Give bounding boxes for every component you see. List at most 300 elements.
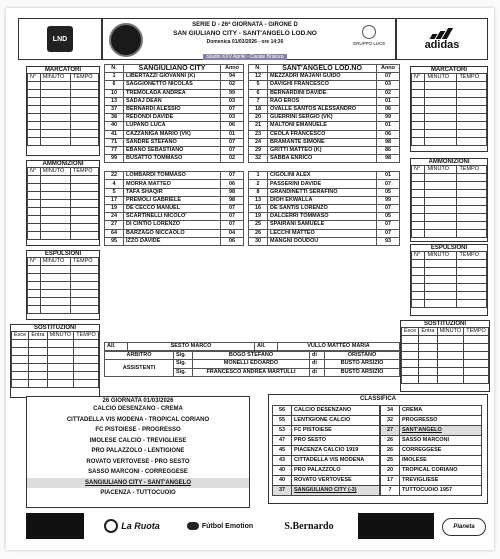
away.subs-row xyxy=(249,221,400,229)
fixture-item: PRO PALAZZOLO - LENTIGIONE xyxy=(91,448,185,454)
player-number: 37 xyxy=(105,105,124,113)
player-number: 4 xyxy=(105,180,124,188)
player-name: BERNARDINI DAVIDE xyxy=(268,89,377,97)
player-year: 94 xyxy=(221,73,244,81)
home.subs-row xyxy=(105,196,244,204)
player-name: CAZZANIGA MARIO (VK) xyxy=(124,130,221,138)
header-box xyxy=(102,18,396,60)
away.starters-row xyxy=(249,73,400,81)
player-year: 07 xyxy=(221,172,244,180)
standings-team: ROVATO VERTOVESE xyxy=(292,476,380,486)
player-name: DE SANTIS LORENZO xyxy=(268,205,377,213)
home.starters-row xyxy=(105,105,244,113)
sponsor-futbol-emotion-text: Fútbol Emotion xyxy=(201,522,254,530)
assistente1-name: MONELLI EDOARDO xyxy=(193,360,310,368)
home-coach: SESTO MARCO xyxy=(128,343,255,351)
player-number: 21 xyxy=(249,122,268,130)
right-espulsioni-table: N° MINUTO TEMPO xyxy=(411,251,487,308)
fixtures-title: 26 GIORNATA 01/03/2026 xyxy=(102,398,174,404)
standings-team: PRO SESTO xyxy=(292,436,380,446)
coaches-table xyxy=(104,342,400,351)
player-year: 07 xyxy=(377,229,400,237)
player-name: GUERRINI SERGIO (VK) xyxy=(268,114,377,122)
standings-points: 17 xyxy=(381,476,400,486)
player-number: 17 xyxy=(105,196,124,204)
player-name: MEZZADRI MAJANI GUIDO xyxy=(268,73,377,81)
home.subs-row xyxy=(105,213,244,221)
player-year: 07 xyxy=(221,105,244,113)
player-year: 06 xyxy=(221,237,244,245)
standings-row xyxy=(381,406,482,416)
player-year: 03 xyxy=(377,81,400,89)
home.subs-row xyxy=(105,221,244,229)
standings-team: CREMA xyxy=(400,406,482,416)
player-name: SABBA ENRICO xyxy=(268,155,377,163)
player-number: 23 xyxy=(249,130,268,138)
left-sostituzioni xyxy=(10,324,100,398)
left-marcatori-title: MARCATORI xyxy=(44,67,82,73)
player-number: 71 xyxy=(105,138,124,146)
player-number: 27 xyxy=(105,221,124,229)
player-number: 24 xyxy=(105,213,124,221)
gruppo-luce-logo xyxy=(349,25,389,46)
standings-points: 55 xyxy=(273,416,292,426)
standings-row xyxy=(381,456,482,466)
right-ammonizioni-title: AMMONIZIONI xyxy=(428,159,470,165)
away.subs-row xyxy=(249,188,400,196)
standings-box xyxy=(268,394,488,504)
standings-row xyxy=(273,476,380,486)
left-ammonizioni xyxy=(26,160,100,246)
away-col-anno: Anno xyxy=(377,65,400,73)
left-espulsioni xyxy=(26,250,100,320)
player-number: 30 xyxy=(249,237,268,245)
standings-points: 40 xyxy=(273,476,292,486)
standings-points: 26 xyxy=(381,446,400,456)
away.starters-row xyxy=(249,114,400,122)
standings-row xyxy=(381,436,482,446)
right-ammonizioni xyxy=(410,158,488,242)
futbol-emotion-icon xyxy=(187,522,199,530)
sponsor-pianeta-text: Pianeta xyxy=(453,524,475,530)
away.subs-row xyxy=(249,205,400,213)
player-name: DAVIGHI FRANCESCO xyxy=(268,81,377,89)
player-number: 13 xyxy=(105,97,124,105)
standings-points: 43 xyxy=(273,456,292,466)
player-year: 02 xyxy=(377,89,400,97)
player-name: PREMOLI GABRIELE xyxy=(124,196,221,204)
away-col-n: N. xyxy=(249,65,268,73)
match-sheet xyxy=(6,8,494,550)
right-marcatori-title: MARCATORI xyxy=(430,67,468,73)
player-year: 07 xyxy=(221,138,244,146)
standings-points: 32 xyxy=(381,416,400,426)
standings-row xyxy=(273,436,380,446)
away.starters-row xyxy=(249,146,400,154)
away-subs-table xyxy=(248,171,400,246)
standings-team: IMOLESE xyxy=(400,456,482,466)
player-number: 25 xyxy=(249,221,268,229)
player-name: DALCERRI TOMMASO xyxy=(268,213,377,221)
player-name: RAO EROS xyxy=(268,97,377,105)
player-number: 6 xyxy=(249,89,268,97)
standings-team: SANT'ANGELO xyxy=(400,426,482,436)
standings-row xyxy=(381,426,482,436)
lnd-logo xyxy=(47,26,73,52)
player-number: 26 xyxy=(249,229,268,237)
away-coach-label: All. xyxy=(255,343,278,351)
right-marcatori xyxy=(410,66,488,152)
right-marcatori-table: N° MINUTO TEMPO xyxy=(411,73,487,146)
player-name: MANGNI DOUDOU xyxy=(268,237,377,245)
player-number: 22 xyxy=(105,172,124,180)
sponsor-futbol-emotion xyxy=(180,513,260,539)
home.starters-row xyxy=(105,122,244,130)
away.subs-row xyxy=(249,213,400,221)
right-sostituzioni xyxy=(400,320,490,392)
wheel-icon xyxy=(104,519,118,533)
assistente1-city: BUSTO ARSIZIO xyxy=(325,360,400,368)
player-number: 19 xyxy=(249,213,268,221)
player-number: 18 xyxy=(249,105,268,113)
player-number: 99 xyxy=(105,155,124,163)
home-coach-label: All. xyxy=(105,343,128,351)
player-year: 98 xyxy=(377,138,400,146)
standings-team: PIACENZA CALCIO 1919 xyxy=(292,446,380,456)
player-name: MALTONI EMANUELE xyxy=(268,122,377,130)
player-number: 16 xyxy=(249,205,268,213)
player-name: BERNARDI ALESSIO xyxy=(124,105,221,113)
player-number: 12 xyxy=(249,73,268,81)
player-name: IZZO DAVIDE xyxy=(124,237,221,245)
header-line2: SAN GIULIANO CITY - SANT'ANGELO LOD.NO xyxy=(173,30,317,37)
player-number: 29 xyxy=(249,146,268,154)
sponsor-black-box-2 xyxy=(358,513,434,539)
player-year: 02 xyxy=(221,155,244,163)
left-sostituzioni-title: SOSTITUZIONI xyxy=(34,325,76,331)
standings-points: 53 xyxy=(273,426,292,436)
gruppo-luce-text: GRUPPO LUCE xyxy=(352,41,386,46)
player-year: 07 xyxy=(377,205,400,213)
standings-row xyxy=(381,446,482,456)
player-year: 07 xyxy=(377,180,400,188)
player-number: 40 xyxy=(105,122,124,130)
home.starters-row xyxy=(105,138,244,146)
player-year: 04 xyxy=(221,229,244,237)
arbitro-city: ORISTANO xyxy=(325,352,400,360)
standings-team: FC PISTOIESE xyxy=(292,426,380,436)
player-name: BARZAGO NICCAOLO xyxy=(124,229,221,237)
player-year: 06 xyxy=(221,122,244,130)
away.starters-row xyxy=(249,138,400,146)
player-year: 01 xyxy=(377,172,400,180)
away.starters-row xyxy=(249,81,400,89)
player-name: PASSERINI DAVIDE xyxy=(268,180,377,188)
home-roster xyxy=(104,64,244,336)
standings-team: TROPICAL CORIANO xyxy=(400,466,482,476)
home.starters-row xyxy=(105,130,244,138)
player-number: 20 xyxy=(249,114,268,122)
left-espulsioni-title: ESPULSIONI xyxy=(44,251,82,257)
away.starters-row xyxy=(249,155,400,163)
player-name: GRITTI MATTEO (K) xyxy=(268,146,377,154)
standings-team: PRO PALAZZOLO xyxy=(292,466,380,476)
adidas-stripes-icon xyxy=(431,27,453,39)
player-year: 07 xyxy=(377,73,400,81)
player-number: 24 xyxy=(249,138,268,146)
player-name: EBANO SEBASTIANO xyxy=(124,146,221,154)
away.starters-row xyxy=(249,89,400,97)
standings-team: SANGIULIANO CITY (-3) xyxy=(292,486,380,496)
player-number: 7 xyxy=(249,97,268,105)
player-name: CEOLA FRANCESCO xyxy=(268,130,377,138)
player-year: 01 xyxy=(377,122,400,130)
player-number: 6 xyxy=(105,81,124,89)
player-number: 8 xyxy=(249,188,268,196)
player-number: 38 xyxy=(105,114,124,122)
fixture-item: PIACENZA - TUTTOCUOIO xyxy=(100,490,176,496)
home-team-name: SANGIULIANO CITY xyxy=(124,65,221,73)
player-year: 93 xyxy=(377,237,400,245)
header-line3: Domenica 01/03/2026 - ore 14:30 xyxy=(206,39,284,45)
player-year: 07 xyxy=(221,213,244,221)
home-starters-table xyxy=(104,64,244,163)
player-number: 13 xyxy=(249,196,268,204)
sponsor-san-bernardo-text: S.Bernardo xyxy=(284,520,334,532)
home.subs-row xyxy=(105,205,244,213)
fixtures-box xyxy=(26,396,250,508)
lnd-logo-text: LND xyxy=(52,35,68,43)
standings-points: 20 xyxy=(381,466,400,476)
player-name: SAGGIONETTO NICOLAS xyxy=(124,81,221,89)
home.starters-row xyxy=(105,114,244,122)
player-year: 07 xyxy=(221,221,244,229)
away.subs-row xyxy=(249,229,400,237)
player-name: OVALLE SANTOS ALESSANDRO xyxy=(268,105,377,113)
player-number: 41 xyxy=(105,130,124,138)
standings-team: CORREGGESE xyxy=(400,446,482,456)
away.subs-row xyxy=(249,237,400,245)
sponsor-san-bernardo xyxy=(268,513,350,539)
fixture-item: SASSO MARCONI - CORREGGESE xyxy=(88,469,188,475)
player-year: 86 xyxy=(377,146,400,154)
player-number: 5 xyxy=(249,81,268,89)
home.starters-row xyxy=(105,81,244,89)
player-number: 2 xyxy=(249,180,268,188)
standings-team: SASSO MARCONI xyxy=(400,436,482,446)
player-name: LECCHI MATTEO xyxy=(268,229,377,237)
home.subs-row xyxy=(105,188,244,196)
home-col-anno: Anno xyxy=(221,65,244,73)
player-year: 05 xyxy=(377,188,400,196)
sponsor-la-ruota xyxy=(96,513,168,539)
standings-points: 34 xyxy=(381,406,400,416)
player-year: 06 xyxy=(377,105,400,113)
left-marcatori xyxy=(26,66,100,156)
player-name: TREMOLADA ANDREA xyxy=(124,89,221,97)
standings-points: 45 xyxy=(273,446,292,456)
standings-row xyxy=(273,456,380,466)
away.subs-row xyxy=(249,172,400,180)
player-year: 07 xyxy=(221,205,244,213)
standings-row xyxy=(381,466,482,476)
player-name: TAFA SHAQIR xyxy=(124,188,221,196)
player-number: 5 xyxy=(105,188,124,196)
standings-points: 40 xyxy=(273,466,292,476)
away.subs-row xyxy=(249,196,400,204)
player-name: DE CECCO MANUEL xyxy=(124,205,221,213)
away.starters-row xyxy=(249,97,400,105)
assistente2-city: BUSTO ARSIZIO xyxy=(325,368,400,376)
home-subs-table xyxy=(104,171,244,246)
player-name: SANDRE STEFANO xyxy=(124,138,221,146)
player-year: 98 xyxy=(221,196,244,204)
home.starters-row xyxy=(105,155,244,163)
standings-row xyxy=(381,416,482,426)
player-name: REDONDI DAVIDE xyxy=(124,114,221,122)
player-name: LOMBARDI TOMMASO xyxy=(124,172,221,180)
home-col-n: N. xyxy=(105,65,124,73)
player-number: 1 xyxy=(105,73,124,81)
away-team-name: SANT'ANGELO LOD.NO xyxy=(268,65,377,73)
right-espulsioni-title: ESPULSIONI xyxy=(430,245,468,251)
left-sostituzioni-table: Esce Entra MINUTO TEMPO xyxy=(11,331,99,388)
header-line4: Stadio XXV Aprile - Carate Brianza xyxy=(203,54,286,60)
standings-row xyxy=(273,466,380,476)
player-year: 99 xyxy=(377,114,400,122)
adidas-logo-box xyxy=(396,18,488,60)
standings-points: 47 xyxy=(273,436,292,446)
standings-team: CALCIO DESENZANO xyxy=(292,406,380,416)
player-name: DIOH EKWALLA xyxy=(268,196,377,204)
player-year: 99 xyxy=(221,89,244,97)
player-year: 99 xyxy=(377,196,400,204)
home.starters-row xyxy=(105,73,244,81)
player-name: LIBERTAZZI GIOVANNI (K) xyxy=(124,73,221,81)
header-line1: SERIE D - 26ª GIORNATA - GIRONE D xyxy=(192,22,298,28)
home.subs-row xyxy=(105,180,244,188)
player-year: 06 xyxy=(221,180,244,188)
adidas-text: adidas xyxy=(424,39,460,51)
player-year: 07 xyxy=(377,221,400,229)
standings-points: 27 xyxy=(381,426,400,436)
player-number: 19 xyxy=(105,205,124,213)
home.starters-row xyxy=(105,97,244,105)
player-year: 03 xyxy=(221,97,244,105)
fixture-item: FC PISTOIESE - PROGRESSO xyxy=(95,427,181,433)
player-number: 1 xyxy=(249,172,268,180)
standings-row xyxy=(273,406,380,416)
standings-row xyxy=(381,476,482,486)
standings-team: TUTTOCUOIO 1957 xyxy=(400,486,482,496)
left-espulsioni-table: N° MINUTO TEMPO xyxy=(27,257,99,314)
club-crest-icon xyxy=(109,23,143,57)
standings-team: PROGRESSO xyxy=(400,416,482,426)
home.subs-row xyxy=(105,229,244,237)
officials-box xyxy=(104,342,400,390)
away.starters-row xyxy=(249,130,400,138)
standings-title: CLASSIFICA xyxy=(360,396,396,402)
player-name: CIGOLINI ALEX xyxy=(268,172,377,180)
player-name: MORRA MATTEO xyxy=(124,180,221,188)
home.starters-row xyxy=(105,146,244,154)
away.starters-row xyxy=(249,105,400,113)
right-ammonizioni-table: N° MINUTO TEMPO xyxy=(411,165,487,238)
player-number: 95 xyxy=(105,237,124,245)
player-number: 32 xyxy=(249,155,268,163)
player-year: 01 xyxy=(221,130,244,138)
lnd-logo-box xyxy=(18,18,102,60)
player-name: DI CINTIO LORENZO xyxy=(124,221,221,229)
player-name: SADAJ DEAN xyxy=(124,97,221,105)
standings-right-table xyxy=(380,405,482,496)
player-year: 01 xyxy=(377,97,400,105)
arbitro-name: BOGO STEFANO xyxy=(193,352,310,360)
assistente2-name: FRANCESCO ANDREA MARTULLI xyxy=(193,368,310,376)
player-year: 98 xyxy=(377,155,400,163)
player-number: 64 xyxy=(105,229,124,237)
standings-row xyxy=(273,486,380,496)
standings-team: TREVIGLIESE xyxy=(400,476,482,486)
standings-team: LENTIGIONE CALCIO xyxy=(292,416,380,426)
standings-team: CITTADELLA VIS MODENA xyxy=(292,456,380,466)
right-sostituzioni-title: SOSTITUZIONI xyxy=(424,321,466,327)
sponsor-black-box-1 xyxy=(26,513,84,539)
player-name: SCARTINELLI NICOLO' xyxy=(124,213,221,221)
standings-row xyxy=(273,446,380,456)
player-year: 03 xyxy=(221,114,244,122)
standings-points: 26 xyxy=(381,436,400,446)
fixture-item: CALCIO DESENZANO - CREMA xyxy=(93,406,183,412)
home.starters-row xyxy=(105,89,244,97)
away.starters-row xyxy=(249,122,400,130)
sponsor-pianeta xyxy=(442,518,486,536)
fixture-item: IMOLESE CALCIO - TREVIGLIESE xyxy=(89,437,187,444)
standings-points: 25 xyxy=(381,456,400,466)
arbitro-label: ARBITRO xyxy=(105,352,174,360)
player-number: 77 xyxy=(105,146,124,154)
standings-row xyxy=(273,416,380,426)
player-name: BRAMANTE SIMONE xyxy=(268,138,377,146)
right-espulsioni xyxy=(410,244,488,316)
player-year: 02 xyxy=(221,81,244,89)
home.subs-row xyxy=(105,237,244,245)
standings-points: 37 xyxy=(273,486,292,496)
left-ammonizioni-table: N° MINUTO TEMPO xyxy=(27,167,99,240)
fixture-item: SANGIULIANO CITY - SANT'ANGELO xyxy=(27,478,249,489)
player-name: LUPANO LUCA xyxy=(124,122,221,130)
player-year: 07 xyxy=(221,146,244,154)
away.subs-row xyxy=(249,180,400,188)
assistenti-label: ASSISTENTI xyxy=(105,360,174,376)
left-marcatori-table: N° MINUTO TEMPO xyxy=(27,73,99,146)
player-name: SPAIRANI SAMUELE xyxy=(268,221,377,229)
luce-icon xyxy=(362,25,376,39)
standings-points: 7 xyxy=(381,486,400,496)
player-name: GRANDINETTI SERAFINO xyxy=(268,188,377,196)
player-year: 06 xyxy=(377,130,400,138)
home.subs-row xyxy=(105,172,244,180)
right-sostituzioni-table: Esce Entra MINUTO TEMPO xyxy=(401,327,489,384)
away-coach: VULLO MATTEO MARIA xyxy=(278,343,400,351)
standings-row xyxy=(381,486,482,496)
officials-table: ARBITRO Sig. BOGO STEFANO di ORISTANO ASSISTENTI Sig. MONELLI EDOARDO di BUSTO ARSIZIO Sig. FRANCESCO ANDREA MARTULLI di BUSTO ARSIZIO xyxy=(104,351,400,377)
standings-points: 56 xyxy=(273,406,292,416)
away-starters-table xyxy=(248,64,400,163)
player-number: 10 xyxy=(105,89,124,97)
player-year: 98 xyxy=(221,188,244,196)
standings-row xyxy=(273,426,380,436)
